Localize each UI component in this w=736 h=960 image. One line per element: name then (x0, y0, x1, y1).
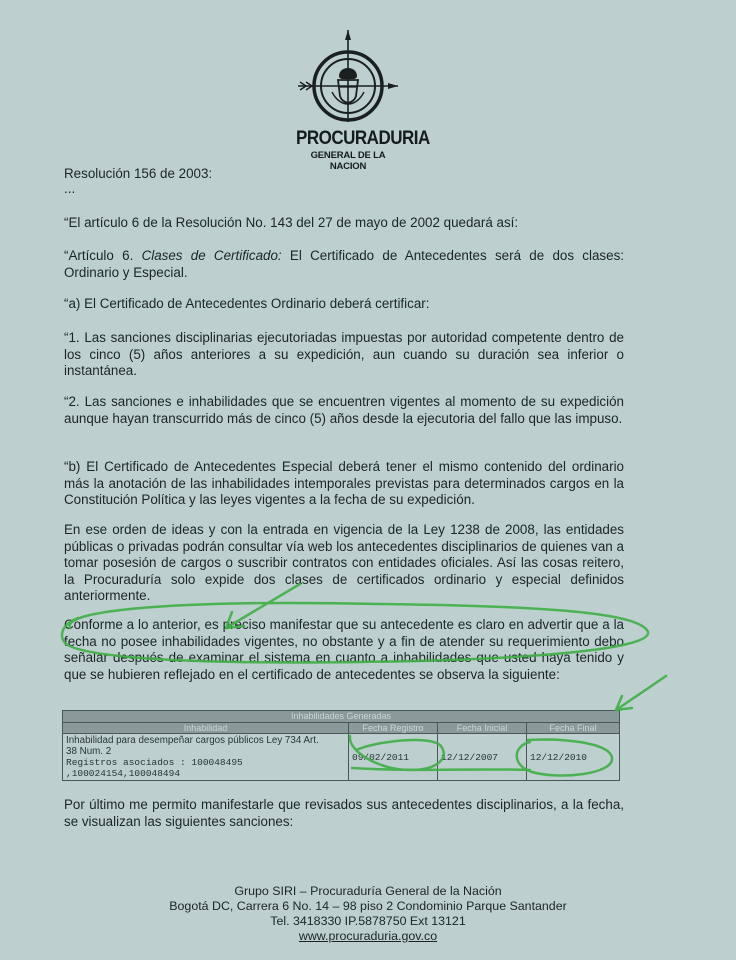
paragraph-ley-1238: En ese orden de ideas y con la entrada en vigencia de la Ley 1238 de 2008, las entidades públicas o privadas podrán consultar vía web los antecedentes disciplinarios de quienes van a tomar posesión de cargos o suscribir contratos con entidades oficiales. Así las cosas reitero, la Procuraduría solo expide dos clases de certificados ordinario y especial definidos anteriormente. (64, 522, 624, 603)
column-header-fecha-inicial: Fecha Inicial (438, 723, 527, 734)
footer-website-link[interactable]: www.procuraduria.gov.co (298, 929, 438, 943)
procuraduria-logo (296, 30, 430, 172)
column-header-inhabilidad: Inhabilidad (63, 723, 349, 734)
cell-inhabilidad (63, 734, 349, 781)
footer-address: Bogotá DC, Carrera 6 No. 14 – 98 piso 2 Condominio Parque Santander (169, 899, 567, 913)
paragraph-articulo-6-intro: “El artículo 6 de la Resolución No. 143 del 27 de mayo de 2002 quedará así: (64, 215, 519, 230)
paragraph-ordinario: “a) El Certificado de Antecedentes Ordinario deberá certificar: (64, 296, 430, 311)
column-header-fecha-final: Fecha Final (527, 723, 620, 734)
paragraph-item-2: “2. Las sanciones e inhabilidades que se encuentren vigentes al momento de su expedición aunque hayan transcurrido más de cinco (5) años desde la ejecutoria del fallo que las impuso. (64, 394, 624, 426)
registros-asociados: Registros asociados : 100048495 ,100024154,100048494 (66, 757, 243, 779)
footer-group: Grupo SIRI – Procuraduría General de la Nación (234, 884, 502, 898)
article-label: “Artículo 6. (64, 248, 142, 263)
footer-phone: Tel. 3418330 IP.5878750 Ext 13121 (270, 914, 466, 928)
paragraph-especial: “b) El Certificado de Antecedentes Especial deberá tener el mismo contenido del ordinario más la anotación de las inhabilidades intemporales previstas para determinados cargos en la Constitución Política y las leyes vigentes a la fecha de su expedición. (64, 459, 624, 507)
paragraph-sanciones: Por último me permito manifestarle que revisados sus antecedentes disciplinarios, a la fecha, se visualizan las siguientes sanciones: (64, 797, 624, 829)
article-title: Clases de Certificado: (141, 248, 282, 263)
cell-fecha-inicial: 12/12/2007 (438, 734, 527, 781)
paragraph-clases-certificado (64, 248, 624, 281)
column-header-fecha-registro: Fecha Registro (349, 723, 438, 734)
cell-fecha-final: 12/12/2010 (527, 734, 620, 781)
resolution-heading: Resolución 156 de 2003: (64, 166, 213, 181)
table-title: Inhabilidades Generadas (63, 711, 620, 723)
paragraph-item-1: “1. Las sanciones disciplinarias ejecutoriadas impuestas por autoridad competente dentro de los cinco (5) años anteriores a su expedición, aun cuando su duración sea inferior o instantánea. (64, 330, 624, 378)
table-row (63, 734, 620, 781)
logo-subtitle: GENERAL DE LA NACION (310, 150, 386, 172)
article-text: El Certificado de Antecedentes será de dos clases: Ordinario y Especial. (64, 248, 624, 280)
inhabilidades-table (62, 710, 620, 781)
seal-icon (296, 30, 400, 130)
ellipsis: ... (64, 181, 76, 196)
logo-title: PROCURADURIA (296, 126, 430, 149)
cell-fecha-registro: 09/02/2011 (349, 734, 438, 781)
inhabilidad-line-2: 38 Num. 2 (66, 746, 112, 757)
paragraph-conforme: Conforme a lo anterior, es preciso manifestar que su antecedente es claro en advertir que a la fecha no posee inhabilidades vigentes, no obstante y a fin de atender su requerimiento debo señalar después de examinar el sistema en cuanto a inhabilidades que usted haya tenido y que se hubieren reflejado en el certificado de antecedentes se observa la siguiente: (64, 617, 624, 682)
inhabilidad-line-1: Inhabilidad para desempeñar cargos públicos Ley 734 Art. (66, 735, 319, 746)
